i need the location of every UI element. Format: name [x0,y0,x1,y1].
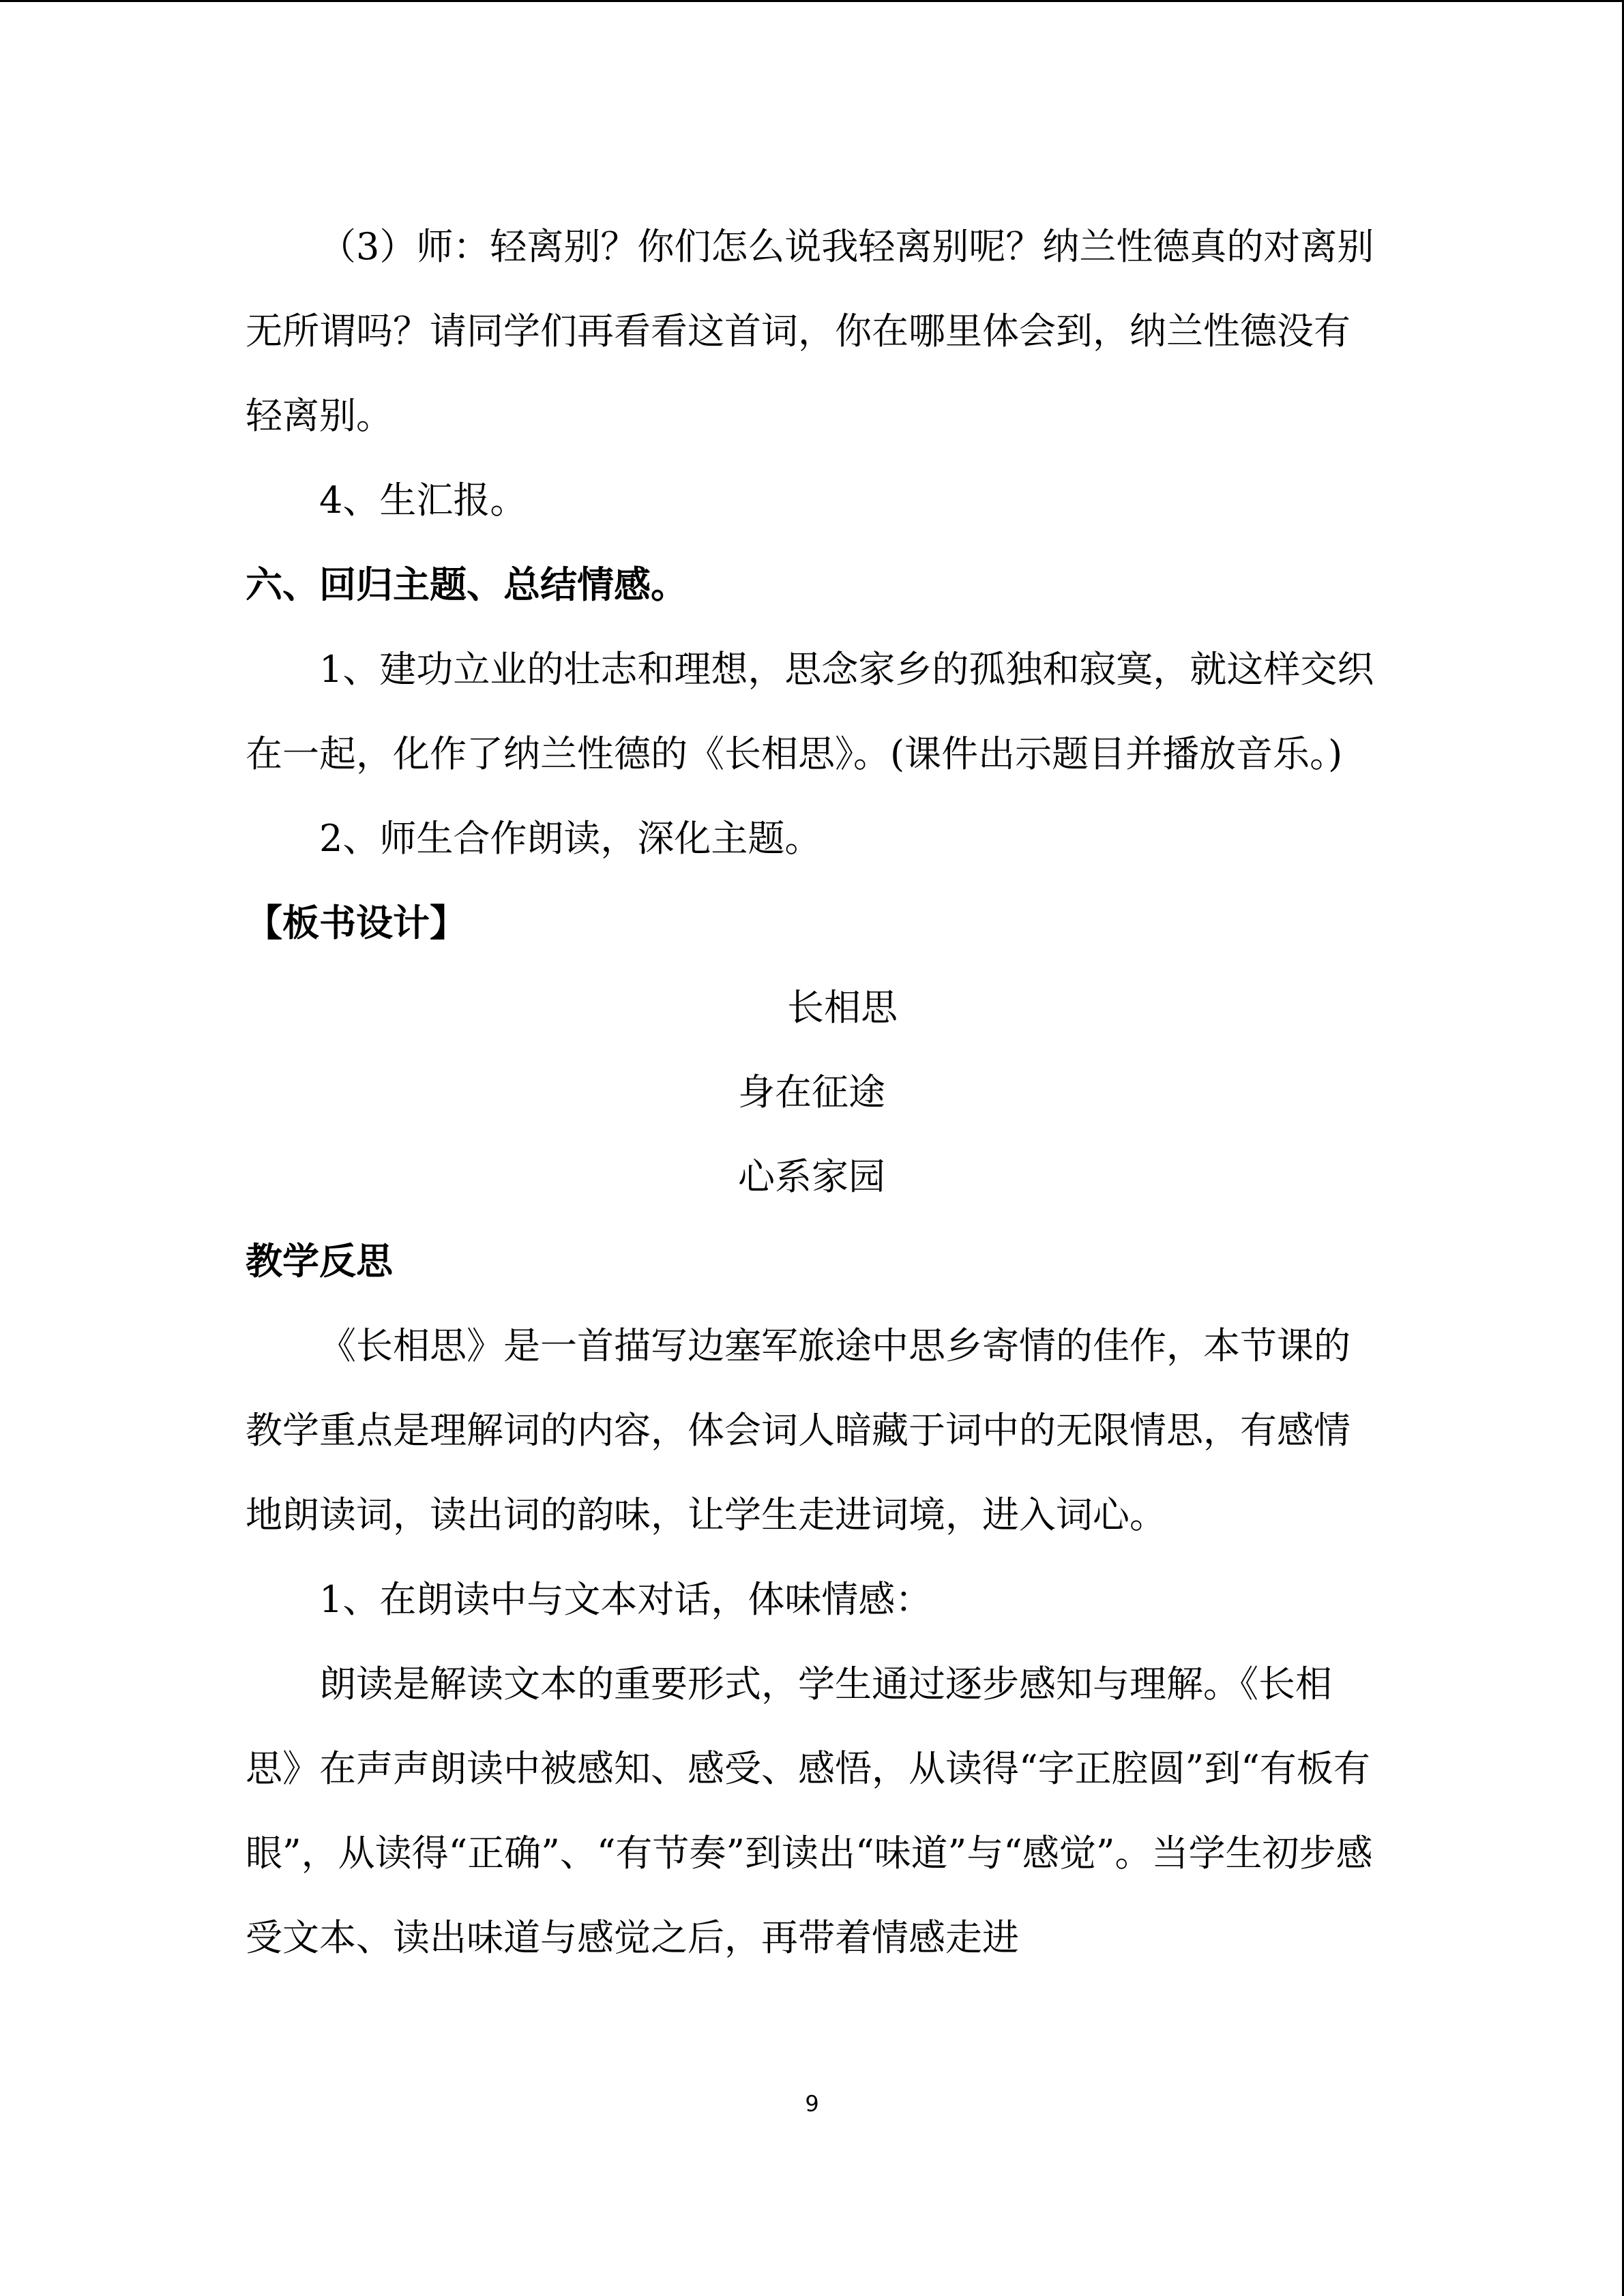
paragraph-summary-one: 1、建功立业的壮志和理想，思念家乡的孤独和寂寞，就这样交织在一起，化作了纳兰性德的《长相思》。(课件出示题目并播放音乐。) [246,648,1374,775]
paragraph-reflection-point-one: 1、在朗读中与文本对话，体味情感： [319,1578,932,1621]
paragraph-reflection-intro: 《长相思》是一首描写边塞军旅途中思乡寄情的佳作，本节课的教学重点是理解词的内容，体会词人暗藏于词中的无限情思，有感情地朗读词，读出词的韵味，让学生走进词境，进入词心。 [246,1324,1350,1536]
document-body [246,205,1378,1980]
paragraph-reflection-reading: 朗读是解读文本的重要形式，学生通过逐步感知与理解。《长相思》在声声朗读中被感知、感受、感悟，从读得“字正腔圆”到“有板有眼”，从读得“正确”、“有节奏”到读出“味道”与“感觉”。当学生初步感受文本、读出味道与感觉之后，再带着情感走进 [246,1663,1373,1959]
section-heading-reflection: 教学反思 [246,1240,393,1283]
board-line-title: 长相思 [787,986,898,1029]
board-line-two: 身在征途 [738,1071,885,1114]
section-heading-six: 六、回归主题、总结情感。 [246,563,688,606]
paragraph-student-report: 4、生汇报。 [319,479,527,522]
board-line-three: 心系家园 [738,1155,885,1198]
paragraph-teacher-question: （3）师：轻离别？你们怎么说我轻离别呢？纳兰性德真的对离别无所谓吗？请同学们再看看这首词，你在哪里体会到，纳兰性德没有轻离别。 [246,225,1374,437]
page-number: 9 [805,2091,819,2117]
section-heading-board-design: 【板书设计】 [246,901,467,944]
paragraph-summary-two: 2、师生合作朗读，深化主题。 [319,817,822,860]
